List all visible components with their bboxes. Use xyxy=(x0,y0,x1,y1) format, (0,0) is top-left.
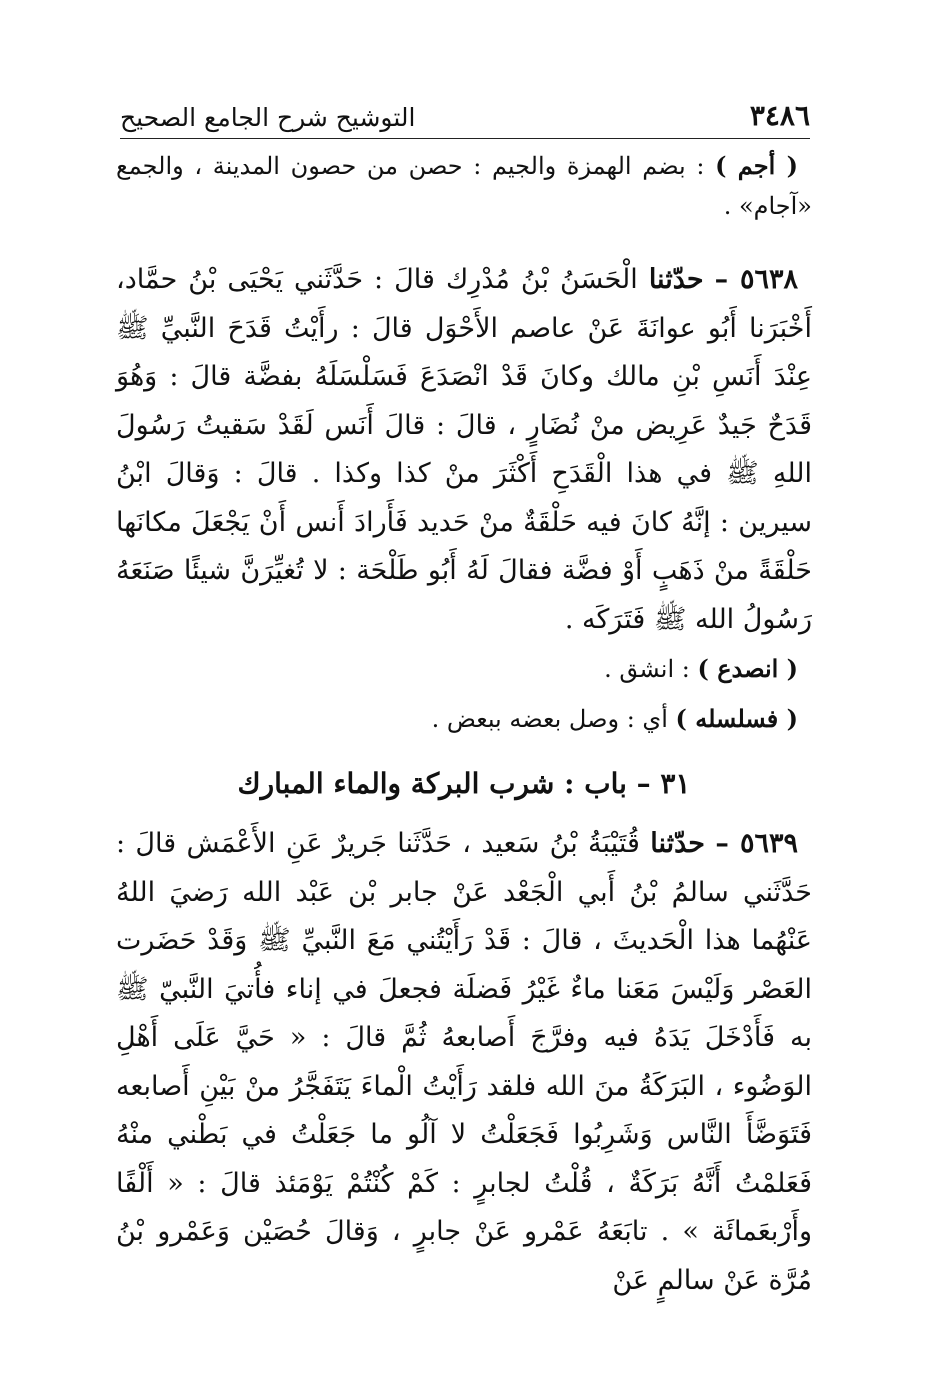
hadith-5639-text: قُتَيْبَةُ بْنُ سَعيد ، حَدَّثَنا جَريرٌ عَنِ الأَعْمَش قالَ : حَدَّثَني سالمُ بْنُ أَبي الْجَعْد عَنْ جابر بْن عَبْد الله رَضيَ اللهُ عَنْهُما هذا الْحَديثَ ، قالَ : قَدْ رَأَيْتُني مَعَ النَّبيِّ ﷺ وَقَدْ حَضَرت العَصْر وَلَيْسَ مَعَنا ماءٌ غَيْرُ فَضلَة فجعلَ في إناء فأُتيَ النَّبيّ ﷺ به فَأَدْخَلَ يَدَهُ فيه وفرَّجَ أَصابعهُ ثُمَّ قالَ : « حَيَّ عَلَى أَهْلِ الوَضُوء ، البَرَكَةُ منَ الله فلقد رَأَيْتُ الْماءَ يَتَفَجَّرُ منْ بَيْنِ أَصابعه فَتَوَضَّأَ النَّاس وَشَرِبُوا فَجَعَلْتُ لا آلُو ما جَعَلْتُ في بَطْني منْهُ فَعَلمْتُ أَنَّهُ بَرَكَةٌ ، قُلْتُ لجابرٍ : كَمْ كُنْتُمْ يَوْمَئذ قالَ : « أَلْفًا وأَرْبعَمائَة » . تابَعَهُ عَمْرو عَنْ جابرٍ ، وَقالَ حُصَيْن وَعَمْرو بْنُ مُرَّة عَنْ سالمٍ عَنْ xyxy=(116,828,812,1296)
gloss-ajm xyxy=(116,146,812,226)
gloss-ajm-text: : بضم الهمزة والجيم : حصن من حصون المدينة ، والجمع «آجام» . xyxy=(116,152,812,220)
gloss-insada xyxy=(116,644,812,694)
hadith-5638 xyxy=(116,256,812,644)
spacer xyxy=(116,810,812,820)
gloss-ajm-term: ( أجم ) xyxy=(715,151,798,180)
gloss-fasalsalahu-term: ( فسلسله ) xyxy=(675,704,798,733)
page-number: ٣٤٨٦ xyxy=(749,99,810,132)
hadith-5638-number: ٥٦٣٨ – xyxy=(714,264,798,295)
hadith-5639-opening: حدّثنا xyxy=(650,828,705,859)
hadith-5639 xyxy=(116,820,812,1305)
gloss-insada-text: : انشق . xyxy=(604,655,690,683)
gloss-fasalsalahu-text: أي : وصل بعضه ببعض . xyxy=(431,705,668,733)
spacer xyxy=(116,744,812,758)
spacer xyxy=(116,226,812,256)
gloss-fasalsalahu xyxy=(116,694,812,744)
chapter-heading: ٣١ – باب : شرب البركة والماء المبارك xyxy=(237,767,691,800)
hadith-5638-text: الْحَسَنُ بْنُ مُدْرِك قالَ : حَدَّثَني يَحْيَى بْنُ حمَّاد، أَخْبَرَنا أَبُو عوانَةَ عَنْ عاصم الأَحْوَل قالَ : رأَيْتُ قَدَحَ النَّبيِّ ﷺ عِنْدَ أَنَسِ بْنِ مالك وكانَ قَدْ انْصَدَعَ فَسَلْسَلَهُ بفضَّة قالَ : وَهُوَ قَدَحٌ جَيدٌ عَرِيض منْ نُضَارٍ ، قالَ : قالَ أَنَس لَقَدْ سَقيتُ رَسُولَ اللهِ ﷺ في هذا الْقَدَحِ أَكْثَرَ منْ كذا وكذا . قالَ : وَقالَ ابْنُ سيرين : إنَّهُ كانَ فيه حَلْقَةٌ منْ حَديد فَأَرادَ أَنس أَنْ يَجْعَلَ مكانَها حَلْقَةً منْ ذَهَبٍ أَوْ فضَّة فقالَ لَهُ أَبُو طَلْحَة : لا تُغيِّرَنَّ شيئًا صَنَعَهُ رَسُولُ الله ﷺ فَتَرَكَه . xyxy=(116,264,812,635)
hadith-5639-number: ٥٦٣٩ – xyxy=(715,828,798,859)
gloss-insada-term: ( انصدع ) xyxy=(697,654,798,683)
running-title: التوشيح شرح الجامع الصحيح xyxy=(120,103,416,132)
page-header xyxy=(120,84,810,139)
hadith-5638-opening: حدّثنا xyxy=(648,264,704,295)
page-body xyxy=(116,146,812,1305)
